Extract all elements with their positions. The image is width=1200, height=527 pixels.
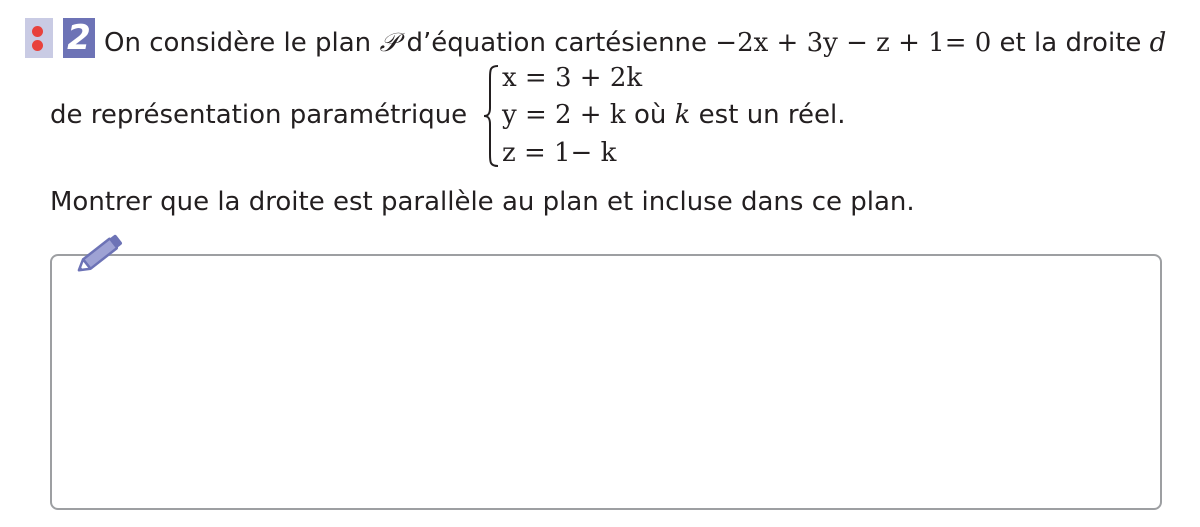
statement-line-2-after: où k est un réel. [634,100,846,130]
statement-after: et la droite [991,28,1150,58]
plane-symbol: 𝒫 [379,28,399,58]
system-equation-x: x = 3 + 2k [502,63,643,93]
badge-dots [25,18,53,58]
question-text: Montrer que la droite est parallèle au plan et incluse dans ce plan. [50,187,915,217]
statement-line-1 [104,27,1166,59]
system-brace [482,64,500,168]
system-equation-y: y = 2 + k [502,100,626,130]
badge-dot-top [32,26,43,37]
exercise-number: 2 [63,18,95,58]
exercise-badge [25,18,95,58]
system-equation-z: z = 1− k [502,138,617,168]
statement-line-2-before: de représentation paramétrique [50,100,468,130]
parameter-variable: k [674,100,691,130]
pencil-icon [72,230,128,280]
plane-equation: −2x + 3y − z + 1= 0 [715,28,992,58]
badge-dot-bottom [32,40,43,51]
statement-intro: On considère le plan [104,28,380,58]
statement-middle: d’équation cartésienne [398,28,716,58]
line-variable: d [1149,28,1167,58]
answer-box[interactable] [50,254,1162,510]
